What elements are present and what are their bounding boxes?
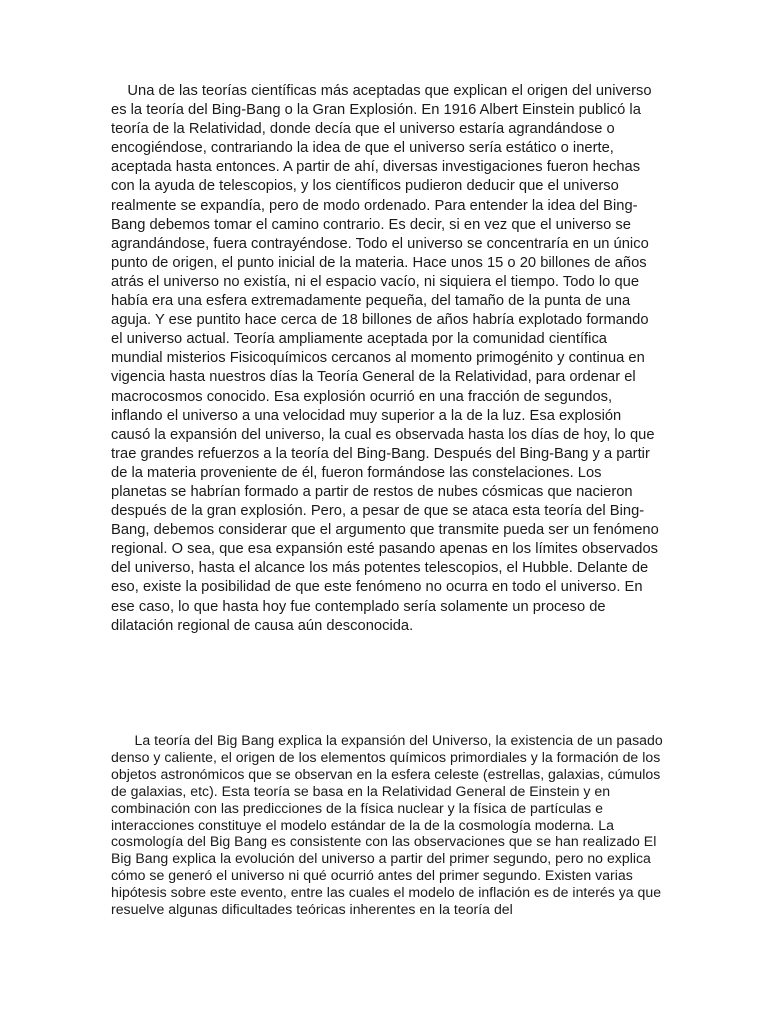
paragraph-big-bang-expansion: La teoría del Big Bang explica la expansión del Universo, la existencia de un pasado denso y caliente, el origen de los elementos químicos primordiales y la formación de los objetos astronómicos que se observan en la esfera celeste (estrellas, galaxias, cúmulos de galaxias, etc). Esta teoría se basa en la Relatividad General de Einstein y en combinación con las predicciones de la física nuclear y la física de partículas e interacciones constituye el modelo estándar de la de la cosmología moderna. La cosmología del Big Bang es consistente con las observaciones que se han realizado El Big Bang explica la evolución del universo a partir del primer segundo, pero no explica cómo se generó el universo ni qué ocurrió antes del primer segundo. Existen varias hipótesis sobre este evento, entre las cuales el modelo de inflación es de interés ya que resuelve algunas dificultades teóricas inherentes en la teoría del bbox=[111, 732, 663, 918]
paragraph-big-bang-theory: Una de las teorías científicas más aceptadas que explican el origen del universo es la teoría del Bing-Bang o la Gran Explosión. En 1916 Albert Einstein publicó la teoría de la Relatividad, donde decía que el universo estaría agrandándose o encogiéndose, contrariando la idea de que el universo sería estático o inerte, aceptada hasta entonces. A partir de ahí, diversas investigaciones fueron hechas con la ayuda de telescopios, y los científicos pudieron deducir que el universo realmente se expandía, pero de modo ordenado. Para entender la idea del Bing-Bang debemos tomar el camino contrario. Es decir, si en vez que el universo se agrandándose, fuera contrayéndose. Todo el universo se concentraría en un único punto de origen, el punto inicial de la materia. Hace unos 15 o 20 billones de años atrás el universo no existía, ni el espacio vacío, ni siquiera el tiempo. Todo lo que había era una esfera extremadamente pequeña, del tamaño de la punta de una aguja. Y ese puntito hace cerca de 18 billones de años habría explotado formando el universo actual. Teoría ampliamente aceptada por la comunidad científica mundial misterios Fisicoquímicos cercanos al momento primogénito y continua en vigencia hasta nuestros días la Teoría General de la Relatividad, para ordenar el macrocosmos conocido. Esa explosión ocurrió en una fracción de segundos, inflando el universo a una velocidad muy superior a la de la luz. Esa explosión causó la expansión del universo, la cual es observada hasta los días de hoy, lo que trae grandes refuerzos a la teoría del Bing-Bang. Después del Bing-Bang y a partir de la materia proveniente de él, fueron formándose las constelaciones. Los planetas se habrían formado a partir de restos de nubes cósmicas que nacieron después de la gran explosión. Pero, a pesar de que se ataca esta teoría del Bing-Bang, debemos considerar que el argumento que transmite pueda ser un fenómeno regional. O sea, que esa expansión esté pasando apenas en los límites observados del universo, hasta el alcance los más potentes telescopios, el Hubble. Delante de eso, existe la posibilidad de que este fenómeno no ocurra en todo el universo. En ese caso, lo que hasta hoy fue contemplado sería solamente un proceso de dilatación regional de causa aún desconocida. bbox=[111, 83, 659, 634]
